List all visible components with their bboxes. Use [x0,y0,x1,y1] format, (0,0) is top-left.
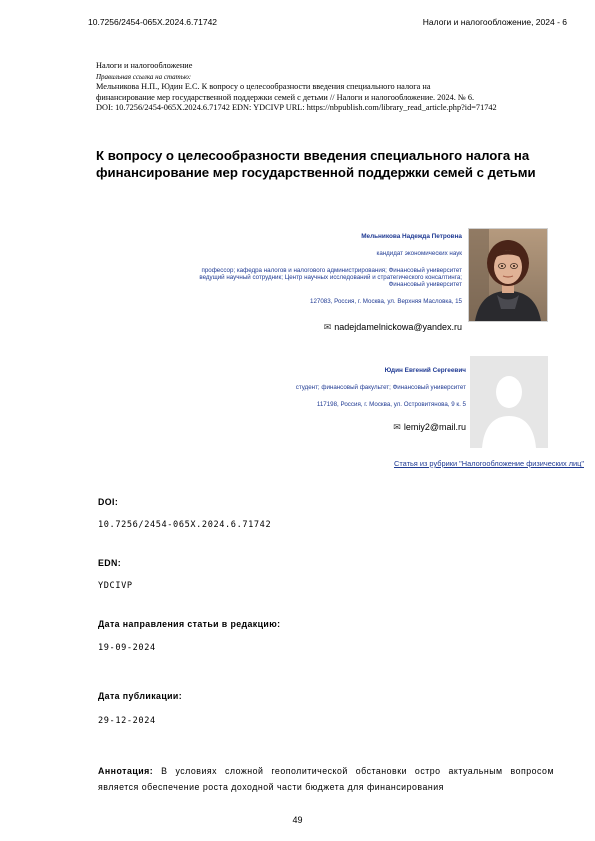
page-number: 49 [292,815,303,825]
header-journal-issue: Налоги и налогообложение, 2024 - 6 [422,17,567,27]
doi-value: 10.7256/2454-065X.2024.6.71742 [98,520,272,530]
author-2-email[interactable]: lemiy2@mail.ru [403,422,466,432]
submitted-date-value: 19-09-2024 [98,643,156,653]
citation-line-1: Мельникова Н.П., Юдин Е.С. К вопросу о целесообразности введения специального налога на [96,82,431,92]
edn-value: YDCIVP [98,581,133,591]
author-1-photo [468,228,548,322]
abstract-label: Аннотация: [98,766,154,776]
article-title: К вопросу о целесообразности введения специального налога на финансирование мер государственной поддержки семей с детьми [96,148,536,180]
citation-line-3: DOI: 10.7256/2454-065X.2024.6.71742 EDN: YDCIVP URL: https://nbpublish.com/library_read_article.php?id=71742 [96,103,497,113]
citation-label: Правильная ссылка на статью: [96,72,192,81]
author-2-address: 117198, Россия, г. Москва, ул. Островитянова, 9 к. 5 [316,401,466,408]
doi-label: DOI: [98,497,119,507]
citation-block [96,61,566,114]
author-1-position-2: ведущий научный сотрудник; Центр научных исследований и стратегического консалтинга; [199,274,462,281]
author-1-portrait [469,229,547,321]
author-1-email-row[interactable] [262,322,462,333]
author-2-photo-placeholder [470,356,548,448]
author-1-address: 127083, Россия, г. Москва, ул. Верхняя Масловка, 15 [310,298,462,305]
author-1-email[interactable]: nadejdamelnickowa@yandex.ru [334,322,462,332]
envelope-icon: ✉ [393,422,401,432]
author-1-info [120,233,462,305]
author-1-position-1: профессор; кафедра налогов и налогового администрирования; Финансовый университет [201,267,462,274]
envelope-icon: ✉ [323,322,332,332]
avatar-silhouette-icon [470,356,548,448]
author-2-position: студент; финансовый факультет; Финансовый университет [295,384,466,391]
abstract [98,763,554,795]
citation-journal: Налоги и налогообложение [96,61,193,70]
published-date-value: 29-12-2024 [98,716,156,726]
author-1-position-3: Финансовый университет [388,281,462,288]
citation-line-2: финансирование мер государственной поддержки семей с детьми // Налоги и налогообложение. 2024. № 6. [96,92,475,102]
rubric-link[interactable]: Статья из рубрики "Налогообложение физических лиц" [393,459,584,468]
header-doi: 10.7256/2454-065X.2024.6.71742 [88,17,218,27]
author-2-info [220,367,466,408]
edn-label: EDN: [98,558,122,568]
published-date-label: Дата публикации: [98,691,183,701]
author-1-degree: кандидат экономических наук [376,250,462,257]
author-1-name[interactable]: Мельникова Надежда Петровна [361,233,462,240]
author-2-email-row[interactable] [300,422,466,433]
abstract-text: В условиях сложной геополитической обстановки остро актуальным вопросом является обеспечение роста доходной части бюджета для финансирования [98,766,554,792]
author-2-name[interactable]: Юдин Евгений Сергеевич [384,367,466,374]
submitted-date-label: Дата направления статьи в редакцию: [98,619,281,629]
